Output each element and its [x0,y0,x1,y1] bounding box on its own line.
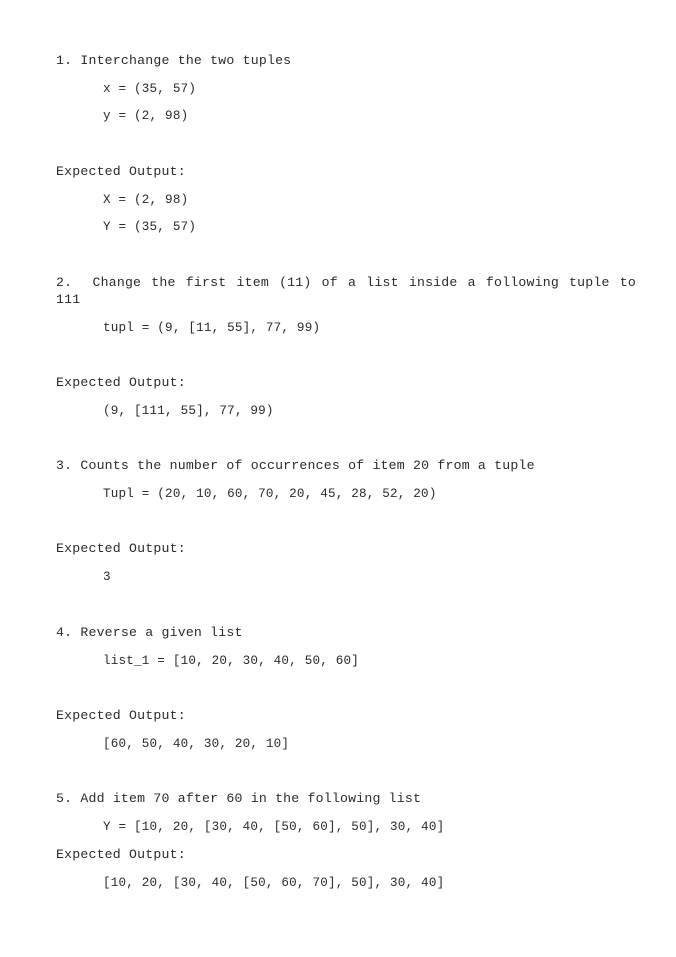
exercise-3-code: Tupl = (20, 10, 60, 70, 20, 45, 28, 52, 20) [103,487,437,501]
exercise-1-expected-label: Expected Output: [56,164,186,179]
exercise-4-expected: [60, 50, 40, 30, 20, 10] [103,737,290,751]
exercise-4-title: 4. Reverse a given list [56,625,243,640]
exercise-3-title: 3. Counts the number of occurrences of item 20 from a tuple [56,458,535,473]
exercise-5-code: Y = [10, 20, [30, 40, [50, 60], 50], 30, 40] [103,820,445,834]
exercise-3-expected: 3 [103,570,111,584]
exercise-4-code: list_1 = [10, 20, 30, 40, 50, 60] [103,654,359,668]
exercise-2-title-line-2: 111 [56,292,81,307]
exercise-1-code-y: y = (2, 98) [103,109,189,123]
exercise-2-expected-label: Expected Output: [56,375,186,390]
exercise-1-title: 1. Interchange the two tuples [56,53,292,68]
exercise-1-expected-x: X = (2, 98) [103,193,189,207]
exercise-2-expected: (9, [111, 55], 77, 99) [103,404,274,418]
exercise-4-expected-label: Expected Output: [56,708,186,723]
exercise-1-code-x: x = (35, 57) [103,82,197,96]
exercise-2-code: tupl = (9, [11, 55], 77, 99) [103,321,321,335]
exercise-5-expected-label: Expected Output: [56,847,186,862]
exercise-2-title-line-1: 2. Change the first item (11) of a list inside a following tuple to [56,275,636,290]
exercise-3-expected-label: Expected Output: [56,541,186,556]
exercise-1-expected-y: Y = (35, 57) [103,220,197,234]
exercise-5-title: 5. Add item 70 after 60 in the following list [56,791,422,806]
exercise-5-expected: [10, 20, [30, 40, [50, 60, 70], 50], 30, 40] [103,876,445,890]
